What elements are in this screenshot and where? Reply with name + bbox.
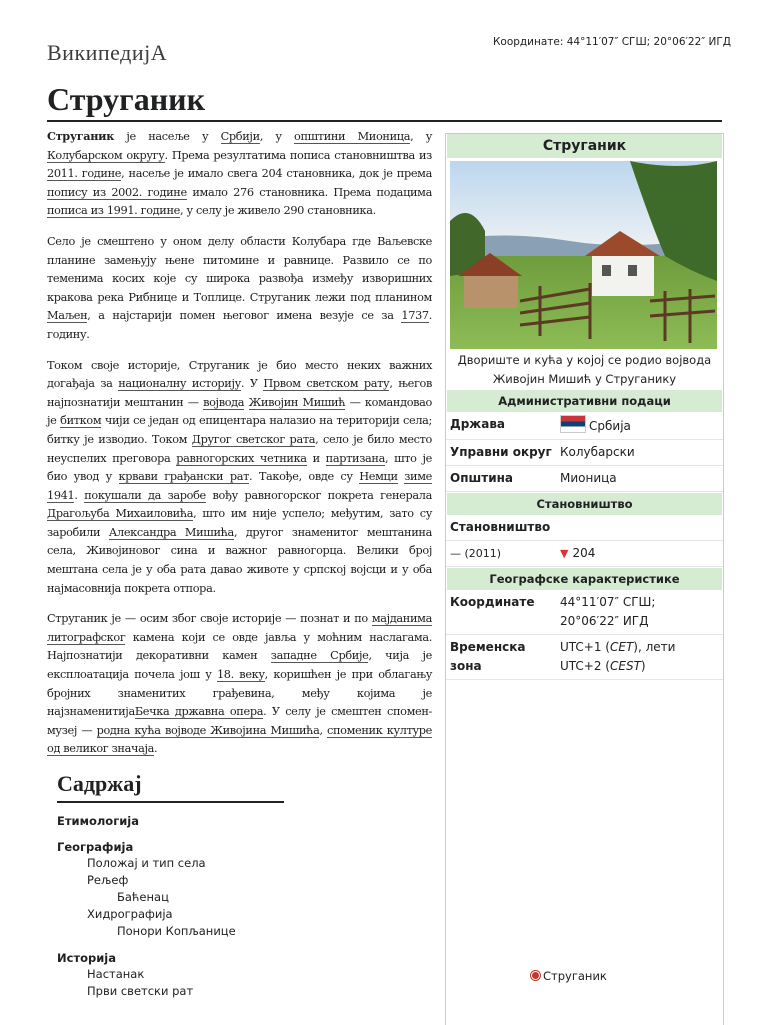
row-label: — (2011) [450, 547, 502, 560]
row-population-2011 [446, 541, 723, 567]
text: , другог знаменитог мештанина села, Живојиновог сина и важног равногорца. Велики број мештана села је у оба рата давао животе у српској војсци и у оба најмасовнија покрета отпора. [47, 525, 432, 595]
coord-lat[interactable]: 44°11′07″ СГШ; [560, 595, 656, 609]
toc-item-relief[interactable]: Рељеф [87, 873, 129, 887]
toc-title: Садржај [57, 770, 284, 803]
tz-text: UTC+2 ( [560, 659, 610, 673]
row-district [446, 440, 723, 466]
toc-item-ww1[interactable]: Први светски рат [87, 984, 194, 998]
text: , насеље је имало свега 204 становника, док је према [121, 167, 432, 181]
row-timezone [446, 635, 723, 680]
text: . [74, 488, 85, 502]
toc-item-origin[interactable]: Настанак [87, 967, 145, 981]
row-label: Држава [450, 417, 506, 431]
link-18th-century[interactable]: 18. веку [216, 668, 265, 682]
text [244, 396, 248, 409]
map-marker-caption [531, 969, 607, 983]
tz-text: UTC+1 ( [560, 640, 610, 654]
link-municipality[interactable]: општини Мионица [294, 130, 411, 143]
text: је насеље у [114, 130, 221, 143]
infobox [445, 133, 724, 1025]
link-battle[interactable]: битком [60, 414, 102, 428]
tz-text: ), лети [633, 640, 676, 654]
text: , његов најпознатији мештанин — [47, 377, 432, 409]
link-quarries[interactable]: мајданима литографског [47, 612, 432, 644]
row-label: Координате [450, 595, 535, 609]
table-of-contents [57, 770, 284, 1000]
text: чији се један од епицентара налазио на територији села; битку је изводио. Током [47, 414, 433, 446]
paragraph-stone [47, 610, 432, 759]
text: , коришћен је при облагању бројних знаменитих грађевина, међу којима је најзнаменитија [47, 668, 432, 719]
link-birth-house[interactable]: родна кућа војводе Живојина Мишића [96, 723, 320, 737]
row-municipality [446, 466, 723, 492]
toc-list [57, 813, 284, 1000]
text: , што је био увод у [47, 451, 432, 484]
toc-item-hydrography[interactable]: Хидрографија [87, 907, 173, 921]
link-western-serbia[interactable]: западне Србије [270, 649, 369, 663]
link-cultural-monument[interactable]: споменик културе од великог значаја [47, 723, 432, 756]
paragraph-location [47, 233, 432, 345]
text: Током своје историје, Струганик је био место неких важних догађаја за [47, 358, 432, 391]
infobox-title: Струганик [447, 134, 722, 158]
text: . Такође, овде су [249, 470, 360, 484]
text: , у [410, 130, 432, 143]
paragraph-history [47, 357, 432, 599]
text: камена који се овде јавља у моћним наслагама. Најпознатији декоративни камен [47, 630, 432, 663]
text: , у [259, 130, 295, 143]
link-vojvoda[interactable]: војвода [203, 395, 245, 409]
link-cet[interactable]: CET [609, 640, 634, 654]
toc-item-bacenac[interactable]: Баћенац [117, 890, 169, 904]
text: . [154, 742, 158, 756]
text: . Према резултатима пописа становништва из [164, 148, 432, 162]
link-zivojin-misic[interactable]: Живојин Мишић [248, 395, 346, 409]
text: Село је смештено у оном делу области Колубара где Ваљевске планине замењују њене питомине и равнице. Развило се по теменима косих које су широка развођа између изворишних кракова река Рибнице и Топлице. Струганик лежи под планином [47, 234, 432, 304]
photo-caption: Двориште и кућа у којој се родио војвода Живојин Мишић у Струганику [457, 353, 712, 386]
link-2011[interactable]: 2011. године [47, 167, 122, 181]
article-subject: Струганик [47, 129, 115, 143]
toc-item-position[interactable]: Положај и тип села [87, 856, 206, 870]
link-1737[interactable]: 1737 [401, 309, 429, 323]
population-section-header: Становништво [447, 493, 722, 515]
population-value: 204 [572, 546, 596, 560]
link-chetniks[interactable]: равногорских четника [176, 451, 307, 465]
toc-item-ponori[interactable]: Понори Копљанице [117, 924, 236, 938]
text: — командовао је [47, 395, 433, 428]
link-serbia[interactable]: Србији [220, 130, 260, 143]
link-country[interactable]: Србија [589, 419, 631, 433]
map-marker-icon [531, 971, 540, 980]
coordinates-value[interactable] [554, 593, 723, 631]
text: Струганик је — осим због своје историје — познат и по [47, 612, 372, 626]
paragraph-intro [47, 127, 432, 221]
link-district[interactable]: Колубарском округу [47, 148, 165, 162]
text: . годину. [47, 309, 432, 341]
serbia-flag-icon[interactable] [560, 415, 586, 433]
link-aleksandar-misic[interactable]: Александра Мишића [108, 525, 234, 539]
text: . У селу је смештен спомен-музеј — [47, 705, 432, 737]
link-census-1991[interactable]: пописа из 1991. године [47, 204, 180, 218]
village-house-photo [450, 161, 717, 349]
row-label: Управни округ [450, 445, 552, 459]
wikipedia-logo[interactable]: ВикипедијА [47, 40, 168, 65]
text: , чија је експлоатација почела још у [47, 649, 432, 682]
link-germans[interactable]: Немци [359, 470, 398, 484]
row-label: Временска зона [450, 640, 526, 673]
link-municipality-value[interactable]: Мионица [560, 471, 617, 485]
coord-lon[interactable]: 20°06′22″ ИГД [560, 614, 649, 628]
row-coordinates [446, 590, 723, 635]
toc-item-etymology[interactable]: Етимологија [57, 814, 139, 828]
link-ww1[interactable]: Првом светском рату [263, 377, 390, 391]
map-marker-label: Струганик [543, 969, 607, 983]
link-capture-attempt[interactable]: покушали да заробе [84, 488, 206, 502]
text: вођу равногорског покрета генерала [205, 488, 432, 502]
text: , а најстарији помен његовог имена везује се за [87, 309, 402, 323]
tz-text: ) [640, 659, 646, 673]
text: , [319, 723, 327, 737]
page-title: Струганик [47, 80, 722, 122]
link-national-history[interactable]: националну историју [118, 377, 241, 391]
article-body [47, 127, 432, 771]
text: . У [240, 377, 264, 391]
text: , што им није успело; међутим, зато су заробили [47, 507, 432, 539]
row-label: Становништво [450, 520, 551, 534]
row-value [554, 544, 723, 563]
link-ww2[interactable]: Другог светског рата [191, 432, 316, 446]
infobox-photo[interactable] [450, 161, 717, 349]
decrease-triangle-icon: ▼ [560, 547, 569, 560]
toc-item-geography[interactable]: Географија [57, 840, 134, 854]
geo-section-header: Географске карактеристике [447, 568, 722, 590]
timezone-value [554, 638, 723, 676]
link-maljen[interactable]: Маљен [47, 309, 88, 323]
link-winter-1941[interactable]: зиме 1941 [47, 470, 432, 502]
row-country [446, 412, 723, 440]
link-cest[interactable]: CEST [609, 659, 641, 673]
link-vienna-opera[interactable]: Бечка државна опера [134, 705, 264, 719]
link-census-2002[interactable]: попису из 2002. године [47, 185, 187, 199]
admin-section-header: Административни подаци [447, 390, 722, 412]
link-mihailovic[interactable]: Драгољуба Михаиловића [47, 507, 194, 521]
text: и [306, 451, 326, 465]
text: , у селу је живело 290 становника. [179, 204, 376, 218]
link-district-value[interactable]: Колубарски [560, 445, 635, 459]
link-civil-war[interactable]: крвави грађански рат [118, 470, 249, 484]
header-coordinates[interactable]: Координате: 44°11′07″ СГШ; 20°06′22″ ИГД [492, 36, 731, 48]
text: имало 276 становника. Према подацима [186, 185, 432, 199]
link-partisans[interactable]: партизана [325, 451, 385, 465]
row-label: Општина [450, 471, 513, 485]
toc-item-history[interactable]: Историја [57, 951, 116, 965]
text: , село је било место неуспелих преговора [47, 432, 432, 465]
row-population [446, 515, 723, 541]
row-value [554, 415, 723, 436]
